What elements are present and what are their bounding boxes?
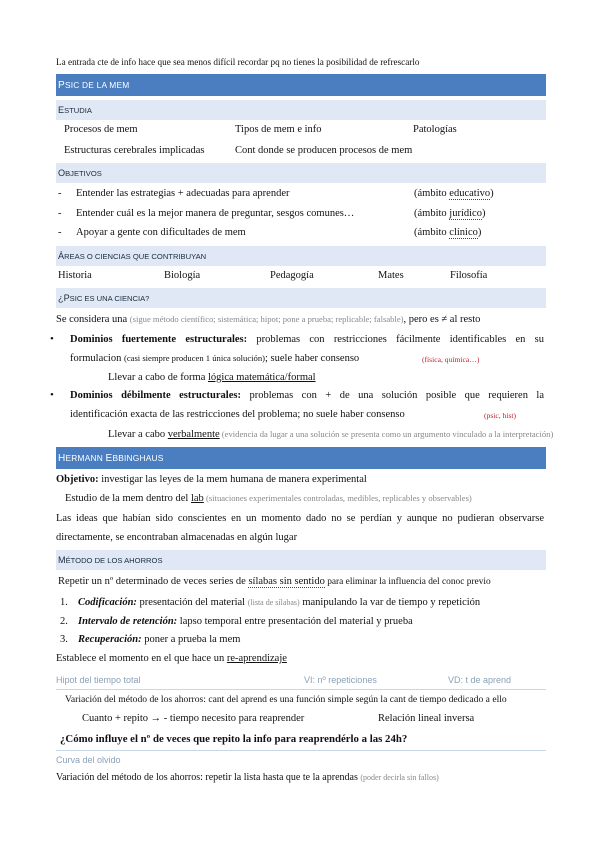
hipot-formula: Cuanto + repito → - tiempo necesito para reaprender [82,713,305,724]
ebbinghaus-paragraph-line2: directamente, se encontraban almacenadas en algún lugar [56,532,298,543]
intro-line: La entrada cte de info hace que sea menos difícil recordar pq no tienes la posibilidad de refrescarlo [56,57,420,67]
dominio-debil-examples: (psic, hist) [484,411,517,420]
hipot-title: Hipot del tiempo total [56,675,141,685]
area-item: Pedagogía [270,270,314,281]
curva-title: Curva del olvido [56,755,121,765]
section-header-ebbinghaus: HERMANN EBBINGHAUS [56,447,546,469]
bullet-icon: • [50,333,54,345]
divider [56,750,546,751]
estudia-item: Estructuras cerebrales implicadas [64,145,205,156]
area-item: Biología [164,270,201,281]
hipot-relation: Relación lineal inversa [378,713,475,724]
ebbinghaus-paragraph-line1: Las ideas que habían sido conscientes en un momento dado no se perdían y aunque no pudieran observarse [56,513,544,524]
ebbinghaus-lab: Estudio de la mem dentro del lab (situaciones experimentales controladas, medibles, replicables y observables) [65,493,472,504]
subheader-ciencia: ¿PSIC ES UNA CIENCIA? [56,288,546,308]
dominio-fuerte-examples: (física, química…) [422,355,480,364]
hipot-question: ¿Cómo influye el nº de veces que repito la info para reaprendérlo a las 24h? [60,733,408,745]
dominio-debil-line2: identificación exacta de las restricciones del problema; no suele haber consenso [70,409,405,420]
dominio-fuerte-line3: Llevar a cabo de forma lógica matemática/formal [108,372,316,383]
curva-line: Variación del método de los ahorros: repetir la lista hasta que te la aprendas (poder decirla sin fallos) [56,772,439,783]
subheader-estudia: ESTUDIA [56,100,546,120]
estudia-item: Procesos de mem [64,124,138,135]
dominio-debil-line3: Llevar a cabo verbalmente (evidencia da lugar a una solución se presenta como un argumento vinculado a la interpretación) [108,429,554,440]
ciencia-line: Se considera una (sigue método científico; sistemática; hipot; pone a prueba; replicable; falsable), pero es ≠ al resto [56,314,481,325]
divider [56,689,546,690]
ebbinghaus-objetivo: Objetivo: investigar las leyes de la mem humana de manera experimental [56,474,367,485]
dominio-debil-line1: Dominios débilmente estructurales: problemas con + de una solución posible que requieren la [70,390,545,401]
dominio-fuerte-line2: formulacion (casi siempre producen 1 única solución); suele haber consenso [70,353,360,364]
dominio-fuerte-line1: Dominios fuertemente estructurales: problemas con restricciones fácilmente identificables en su [70,334,545,345]
metodo-line: Repetir un nº determinado de veces series de sílabas sin sentido para eliminar la influencia del conoc previo [58,576,491,587]
hipot-vd: VD: t de aprend [448,675,512,685]
estudia-item: Cont donde se producen procesos de mem [235,145,413,156]
bullet-icon: • [50,389,54,401]
metodo-establece: Establece el momento en el que hace un re-aprendizaje [56,653,287,664]
subheader-objetivos: OBJETIVOS [56,163,546,183]
subheader-metodo: MÉTODO DE LOS AHORROS [56,550,546,570]
area-item: Filosofía [450,270,488,281]
estudia-item: Tipos de mem e info [235,124,322,135]
section-header-psic-mem: PSIC DE LA MEM [56,74,546,96]
estudia-item: Patologías [413,124,457,135]
area-item: Mates [378,270,404,281]
subheader-areas: ÁREAS O CIENCIAS QUE CONTRIBUYAN [56,246,546,266]
area-item: Historia [58,270,92,281]
hipot-line: Variación del método de los ahorros: cant del aprend es una función simple según la cant de tiempo dedicado a ello [65,694,507,705]
hipot-vi: VI: nº repeticiones [304,675,377,685]
